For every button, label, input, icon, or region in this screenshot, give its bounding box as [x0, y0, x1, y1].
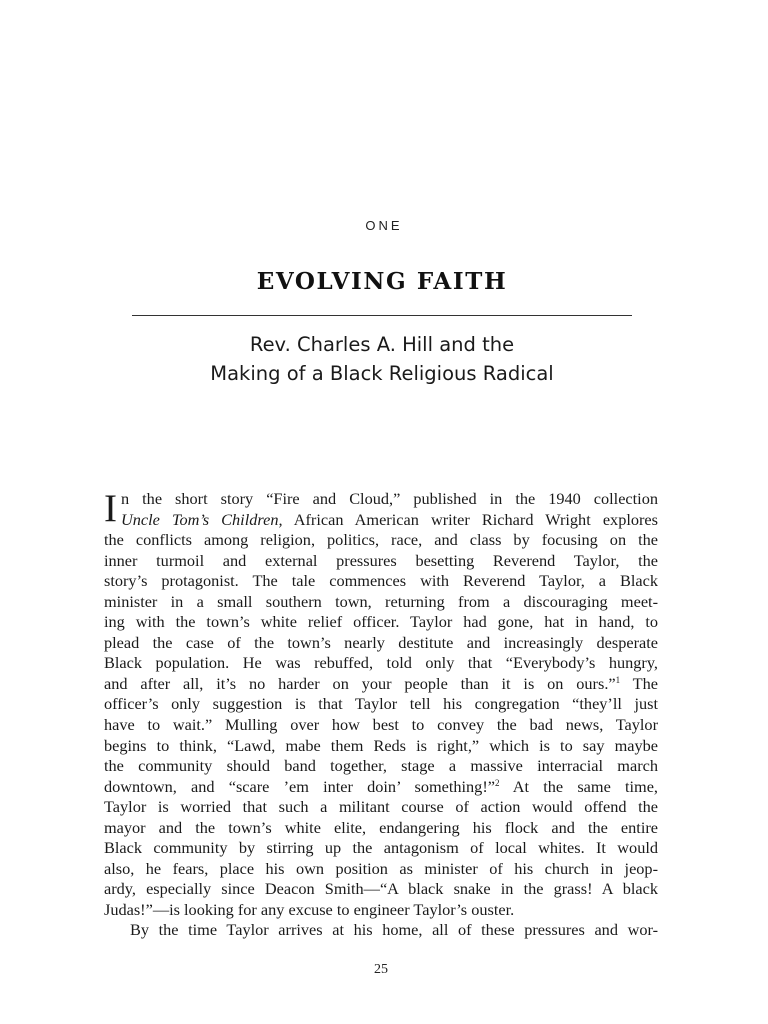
footnote-ref[interactable]: 1 — [615, 674, 621, 685]
text-line: ing with the town’s white relief officer. Taylor had gone, hat in hand, to — [104, 612, 658, 632]
text-line: the conflicts among religion, politics, race, and class by focusing on the — [104, 530, 658, 550]
text-line: mayor and the town’s white elite, endangering his flock and the entire — [104, 817, 658, 837]
text-run: and after all, it’s no harder on your people than it is on ours.” — [104, 673, 616, 693]
text-line: ardy, especially since Deacon Smith—“A black snake in the grass! A black — [104, 879, 658, 899]
text-line: have to wait.” Mulling over how best to convey the bad news, Taylor — [104, 715, 658, 735]
title-divider — [132, 315, 632, 316]
text-line: Black population. He was rebuffed, told only that “Everybody’s hungry, — [104, 653, 658, 673]
drop-cap: I — [104, 487, 117, 530]
text-line: Black community by stirring up the antagonism of local whites. It would — [104, 838, 658, 858]
chapter-number: ONE — [365, 218, 403, 233]
text-line: also, he fears, place his own position as minister of his church in jeop- — [104, 858, 658, 878]
text-line: minister in a small southern town, returning from a discouraging meet- — [104, 591, 658, 611]
text-line: plead the case of the town’s nearly destitute and increasingly desperate — [104, 632, 658, 652]
chapter-subtitle — [0, 330, 764, 388]
page-number: 25 — [374, 962, 388, 977]
text-line — [104, 674, 658, 695]
text-line: By the time Taylor arrives at his home, all of these pressures and wor- — [130, 920, 658, 940]
text-line: the community should band together, stage a massive interracial march — [104, 756, 658, 776]
book-title: Uncle Tom’s Children, — [121, 509, 283, 529]
text-line — [104, 510, 658, 531]
text-run: At the same time, — [499, 776, 658, 796]
footnote-ref[interactable]: 2 — [494, 777, 500, 788]
chapter-title: EVOLVING FAITH — [256, 268, 508, 295]
text-line: begins to think, “Lawd, mabe them Reds is right,” which is to say maybe — [104, 735, 658, 755]
text-run: African American writer Richard Wright explores — [282, 509, 658, 529]
text-line: n the short story “Fire and Cloud,” published in the 1940 collection — [121, 489, 658, 508]
text-run: downtown, and “scare ’em inter doin’ something!” — [104, 776, 495, 796]
text-line — [104, 777, 658, 798]
text-run: The — [620, 673, 658, 693]
body-text — [104, 489, 658, 941]
text-line: Taylor is worried that such a militant course of action would offend the — [104, 797, 658, 817]
subtitle-line: Rev. Charles A. Hill and the — [249, 333, 515, 356]
text-line: inner turmoil and external pressures besetting Reverend Taylor, the — [104, 550, 658, 570]
subtitle-line: Making of a Black Religious Radical — [210, 362, 554, 385]
text-line: story’s protagonist. The tale commences with Reverend Taylor, a Black — [104, 571, 658, 591]
text-line: officer’s only suggestion is that Taylor tell his congregation “they’ll just — [104, 694, 658, 714]
text-line: Judas!”—is looking for any excuse to engineer Taylor’s ouster. — [104, 899, 515, 919]
